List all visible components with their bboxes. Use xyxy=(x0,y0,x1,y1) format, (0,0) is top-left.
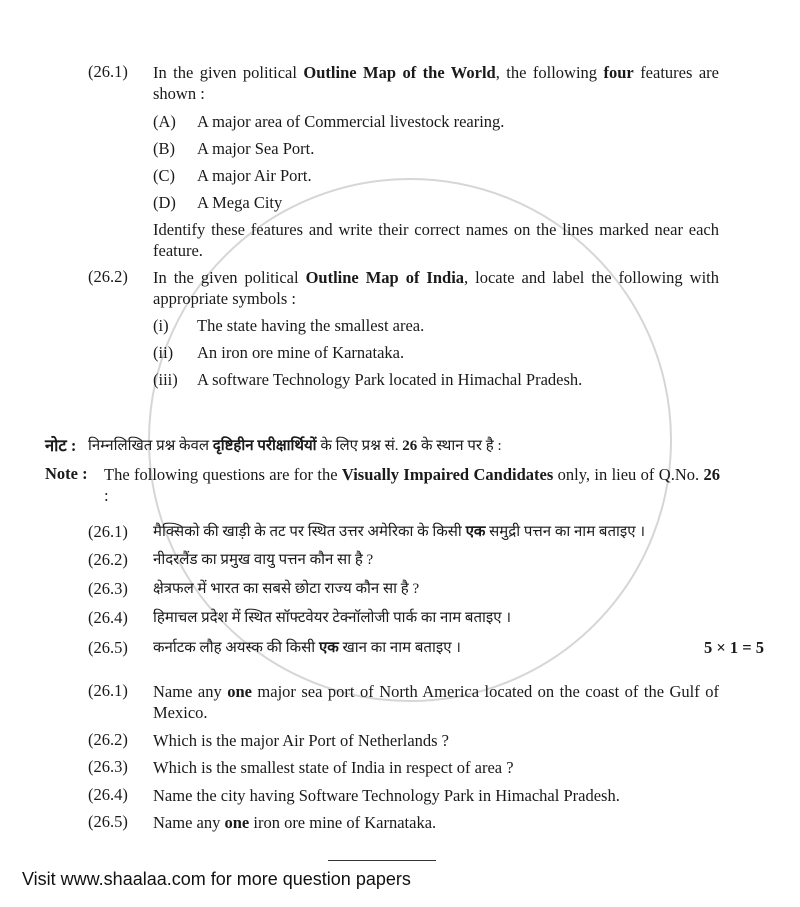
question-outro: Identify these features and write their correct names on the lines marked near each feature. xyxy=(153,220,719,260)
question-text xyxy=(153,62,719,104)
question-number: (26.3) xyxy=(88,757,128,776)
question-text xyxy=(153,812,719,833)
text: , locate and label the following with appropriate symbols : xyxy=(153,268,719,308)
bold-text: Visually Impaired Candidates xyxy=(341,465,554,484)
item-label: (C) xyxy=(153,166,175,185)
question-text xyxy=(153,579,719,600)
footer-text: Visit www.shaalaa.com for more question papers xyxy=(22,869,411,889)
question-number: (26.4) xyxy=(88,608,128,627)
text: कर्नाटक लौह अयस्क की किसी xyxy=(153,640,319,656)
item-label: (A) xyxy=(153,112,176,131)
bold-text: Outline Map of India xyxy=(305,268,465,287)
text: The following questions are for the xyxy=(104,465,342,484)
text: निम्नलिखित प्रश्न केवल xyxy=(88,438,213,454)
item-label: (i) xyxy=(153,316,169,335)
text: only, in lieu of Q.No. xyxy=(553,465,704,484)
item-text: A major Air Port. xyxy=(197,166,312,185)
item-label: (D) xyxy=(153,193,176,212)
text: In the given political xyxy=(153,268,306,287)
bold-text: four xyxy=(603,63,634,82)
text: In the given political xyxy=(153,63,304,82)
bold-text: one xyxy=(227,682,252,701)
question-text xyxy=(153,757,719,778)
question-number: (26.2) xyxy=(88,550,128,569)
question-number: (26.5) xyxy=(88,812,128,831)
question-text xyxy=(153,267,719,309)
question-number: (26.4) xyxy=(88,785,128,804)
item-label: (B) xyxy=(153,139,175,158)
bold-text: Outline Map of the World xyxy=(303,63,496,82)
question-number: (26.1) xyxy=(88,681,128,700)
end-rule xyxy=(328,860,436,861)
item-label: (ii) xyxy=(153,343,174,362)
text: major sea port of North America located on the coast of the Gulf of Mexico. xyxy=(153,682,719,722)
item-text: An iron ore mine of Karnataka. xyxy=(197,343,405,362)
bold-text: एक xyxy=(318,640,339,656)
question-text xyxy=(153,522,719,543)
text: , the following xyxy=(495,63,604,82)
text: खान का नाम बताइए । xyxy=(338,640,461,656)
text: हिमाचल प्रदेश में स्थित सॉफ्टवेयर टेक्नॉलोजी पार्क का नाम बताइए । xyxy=(153,610,512,626)
text: समुद्री पत्तन का नाम बताइए । xyxy=(485,524,646,540)
note-text-hindi xyxy=(88,436,502,456)
item-text: The state having the smallest area. xyxy=(197,316,425,335)
item-label: (iii) xyxy=(153,370,178,389)
text: क्षेत्रफल में भारत का सबसे छोटा राज्य कौन सा है ? xyxy=(153,581,420,597)
note-text-english xyxy=(104,464,720,506)
note-label-hindi: नोट : xyxy=(45,436,77,455)
text: मैक्सिको की खाड़ी के तट पर स्थित उत्तर अमेरिका के किसी xyxy=(153,524,466,540)
text: Name any xyxy=(153,813,225,832)
question-text xyxy=(153,730,719,751)
bold-text: 26 xyxy=(703,465,720,484)
item-text: A Mega City xyxy=(197,193,283,212)
bold-text: one xyxy=(224,813,250,832)
question-text xyxy=(153,681,719,723)
question-text xyxy=(153,550,719,571)
text: के लिए प्रश्न सं. xyxy=(316,438,403,454)
marks: 5 × 1 = 5 xyxy=(703,638,764,657)
question-number: (26.2) xyxy=(88,267,128,286)
item-text: A software Technology Park located in Himachal Pradesh. xyxy=(197,370,583,389)
bold-text: 26 xyxy=(402,438,418,454)
bold-text: एक xyxy=(465,524,486,540)
bold-text: दृष्टिहीन परीक्षार्थियों xyxy=(212,438,317,454)
question-number: (26.2) xyxy=(88,730,128,749)
text: Which is the smallest state of India in respect of area ? xyxy=(153,758,514,777)
text: iron ore mine of Karnataka. xyxy=(249,813,437,832)
text: Name any xyxy=(153,682,228,701)
item-text: A major area of Commercial livestock rearing. xyxy=(197,112,505,131)
text: के स्थान पर है : xyxy=(417,438,502,454)
text: features are shown : xyxy=(153,63,719,103)
text: नीदरलैंड का प्रमुख वायु पत्तन कौन सा है ? xyxy=(153,552,374,568)
question-text xyxy=(153,638,719,659)
question-number: (26.1) xyxy=(88,62,128,81)
text: Which is the major Air Port of Netherlands ? xyxy=(153,731,450,750)
question-number: (26.1) xyxy=(88,522,128,541)
question-number: (26.3) xyxy=(88,579,128,598)
question-number: (26.5) xyxy=(88,638,128,657)
text: : xyxy=(104,486,109,505)
note-label-english: Note : xyxy=(45,464,88,483)
question-text xyxy=(153,785,719,806)
item-text: A major Sea Port. xyxy=(197,139,315,158)
text: Name the city having Software Technology Park in Himachal Pradesh. xyxy=(153,786,620,805)
question-text xyxy=(153,608,719,629)
